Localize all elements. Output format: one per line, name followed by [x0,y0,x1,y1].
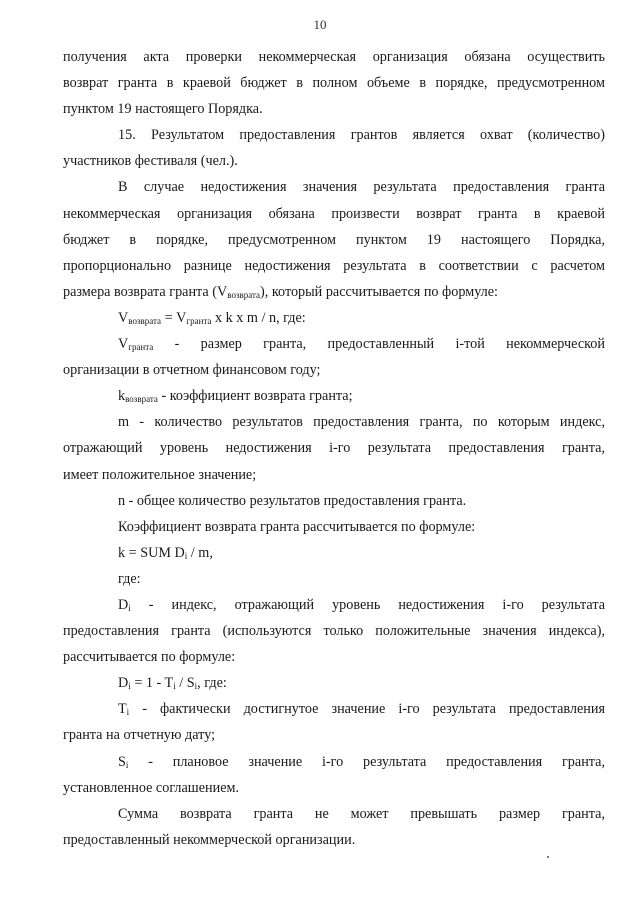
subscript: i [184,550,188,561]
text-fragment: = 1 - T [130,675,174,692]
definition-v-grant [63,331,605,383]
formula-d [63,670,605,696]
text-fragment: - плановое значение i-го результата предоставления гранта, [128,753,605,770]
subscript: гранта [128,342,154,353]
text-fragment: - коэффициент возврата гранта; [157,388,353,405]
subscript: возврата [128,315,162,326]
text-fragment: / S [175,675,195,692]
subscript: i [194,681,198,692]
definition-m [63,409,605,487]
text-line: 15. Результатом предоставления грантов является охват (количество) [118,127,605,144]
subscript: i [128,681,131,692]
text-fragment: V [118,336,129,353]
text-fragment: - фактически достигнутое значение i-го результата предоставления [129,701,605,718]
text-line [63,383,605,409]
text-line [63,331,605,357]
subscript: i [173,681,176,692]
text-fragment: / m, [187,544,213,561]
paragraph-non-achievement [63,174,605,304]
definition-d [63,592,605,670]
text-fragment: ), который рассчитывается по формуле: [260,283,498,300]
text-fragment: T [118,701,127,718]
paragraph-coefficient [63,514,605,540]
text-line: имеет положительное значение; [63,466,257,483]
text-fragment: V [118,309,129,326]
text-line: установленное соглашением. [63,779,240,796]
document-body [63,44,605,853]
text-line: предоставленный некоммерческой организации. [63,831,356,848]
text-fragment: k = SUM D [118,544,185,561]
definition-t [63,696,605,748]
formula-line [63,305,605,331]
text-fragment: x k x m / n, где: [211,309,306,326]
text-line: бюджет в порядке, предусмотренном пунктом 19 настоящего Порядка, [63,231,605,248]
text-line [63,749,605,775]
scan-speck [547,856,549,858]
text-fragment: D [118,596,129,613]
subscript: гранта [186,315,212,326]
subscript: i [126,707,130,718]
text-fragment: - индекс, отражающий уровень недостижения i-го результата [130,596,605,613]
definition-n [63,488,605,514]
text-line: некоммерческая организация обязана произвести возврат гранта в краевой [63,205,605,222]
text-line: Коэффициент возврата гранта рассчитывается по формуле: [118,518,476,535]
text-line: n - общее количество результатов предоставления гранта. [118,492,467,509]
text-line: организации в отчетном финансовом году; [63,362,321,379]
text-fragment: - размер гранта, предоставленный i-той некоммерческой [153,336,605,353]
text-line [63,592,605,618]
paragraph-15-result [63,122,605,174]
text-fragment: k [118,388,126,405]
formula-line [63,540,605,566]
text-line: получения акта проверки некоммерческая организация обязана осуществить [63,49,605,65]
text-line: предоставления гранта (используются только положительные значения индекса), [63,623,605,640]
text-line: рассчитывается по формуле: [63,649,236,666]
text-fragment: S [118,753,126,770]
text-fragment: размера возврата гранта (V [63,283,228,300]
text-line [63,696,605,722]
subscript: возврата [227,289,261,300]
text-line: m - количество результатов предоставления гранта, по которым индекс, [118,414,605,431]
subscript: возврата [125,394,158,405]
where-label [63,566,605,592]
formula-return-amount [63,305,605,331]
text-line: участников фестиваля (чел.). [63,153,238,170]
text-fragment: = V [161,309,187,326]
paragraph-sum-limit [63,801,605,853]
paragraph-grant-return-intro [63,44,605,122]
text-line [63,279,605,305]
text-line: возврат гранта в краевой бюджет в полном объеме в порядке, предусмотренном [63,75,605,92]
page-number: 10 [313,17,327,32]
text-fragment: , где: [197,675,227,692]
definition-k-return [63,383,605,409]
text-line: пропорционально разнице недостижения результата в соответствии с расчетом [63,257,605,274]
subscript: i [125,759,129,770]
subscript: i [128,602,131,613]
definition-s [63,749,605,801]
text-line: Сумма возврата гранта не может превышать размер гранта, [118,805,605,822]
text-line: отражающий уровень недостижения i-го результата предоставления гранта, [63,440,605,457]
text-line: В случае недостижения значения результата предоставления гранта [118,179,605,196]
formula-line [63,670,605,696]
text-line: гранта на отчетную дату; [63,727,216,744]
text-fragment: D [118,675,129,692]
text-line: где: [118,570,141,587]
text-line: пунктом 19 настоящего Порядка. [63,101,263,118]
formula-k [63,540,605,566]
